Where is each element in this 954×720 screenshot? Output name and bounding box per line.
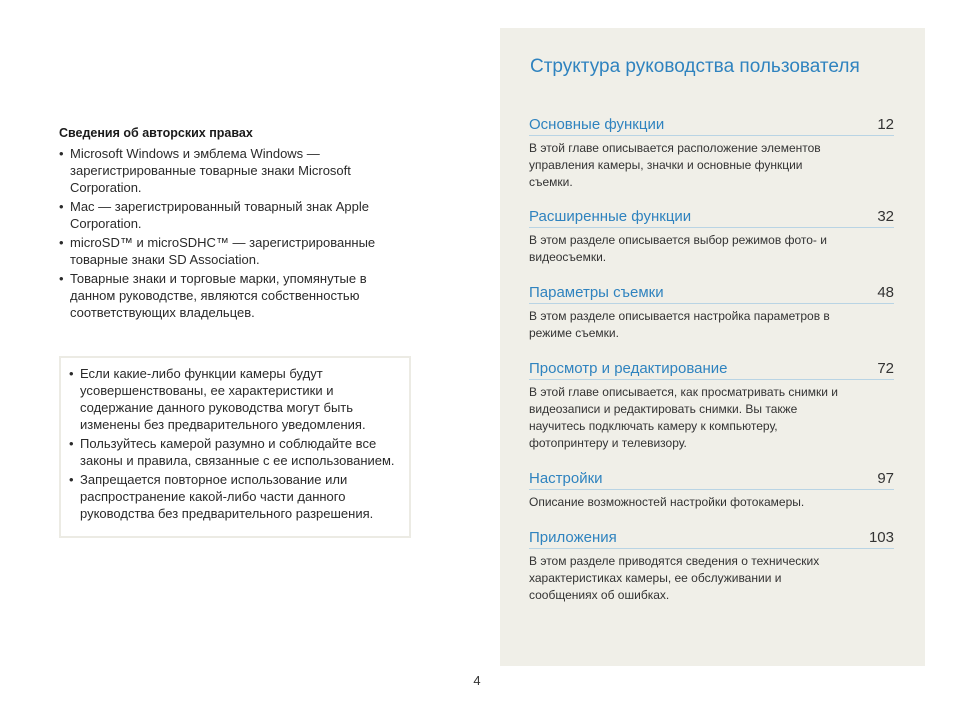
toc-section-page[interactable]: 103 [868, 529, 894, 546]
copyright-item: • Microsoft Windows и эмблема Windows — зарегистрированные товарные знаки Microsoft Corporation. [59, 145, 399, 196]
toc-section-name[interactable]: Настройки [529, 470, 603, 487]
toc-section-desc: В этой главе описывается расположение элементов управления камеры, значки и основные функции съемки. [529, 141, 821, 189]
notice-item: • Пользуйтесь камерой разумно и соблюдайте все законы и правила, связанные с ее использованием. [69, 435, 401, 469]
toc-section-shooting-options[interactable] [529, 284, 894, 342]
toc-section-playback[interactable] [529, 360, 894, 452]
toc-section-header[interactable] [529, 116, 894, 136]
copyright-item: • microSD™ и microSDHC™ — зарегистрированные товарные знаки SD Association. [59, 234, 399, 268]
toc-section-appendix[interactable] [529, 529, 894, 604]
toc-section-header[interactable] [529, 360, 894, 380]
toc-section-name[interactable]: Просмотр и редактирование [529, 360, 728, 377]
copyright-list [59, 145, 399, 321]
toc-section-page[interactable]: 97 [877, 470, 894, 487]
toc-section-header[interactable] [529, 284, 894, 304]
notice-item: • Запрещается повторное использование или распространение какой-либо части данного руководства без предварительного разрешения. [69, 471, 401, 522]
toc-section-desc: В этом разделе описывается выбор режимов фото- и видеосъемки. [529, 233, 827, 264]
toc-section-basic[interactable] [529, 116, 894, 191]
toc-section-name[interactable]: Параметры съемки [529, 284, 664, 301]
toc-section-page[interactable]: 72 [877, 360, 894, 377]
copyright-item: • Mac — зарегистрированный товарный знак Apple Corporation. [59, 198, 399, 232]
toc-section-advanced[interactable] [529, 208, 894, 266]
toc-section-page[interactable]: 32 [877, 208, 894, 225]
notice-box [59, 356, 411, 538]
toc-section-page[interactable]: 12 [877, 116, 894, 133]
toc-section-header[interactable] [529, 208, 894, 228]
toc-section-desc: В этом разделе описывается настройка параметров в режиме съемки. [529, 309, 830, 340]
notice-item: • Если какие-либо функции камеры будут усовершенствованы, ее характеристики и содержание данного руководства могут быть изменены без предварительного уведомления. [69, 365, 401, 433]
toc-section-header[interactable] [529, 470, 894, 490]
copyright-section [59, 126, 399, 323]
toc-section-desc: В этой главе описывается, как просматривать снимки и видеозаписи и редактировать снимки. Вы также научитесь подключать камеру к компьютеру, фотопринтеру и телевизору. [529, 385, 838, 450]
toc-section-header[interactable] [529, 529, 894, 549]
copyright-item: • Товарные знаки и торговые марки, упомянутые в данном руководстве, являются собственностью соответствующих владельцев. [59, 270, 399, 321]
notice-list [69, 365, 401, 522]
toc-title: Структура руководства пользователя [530, 56, 860, 77]
toc-section-page[interactable]: 48 [877, 284, 894, 301]
copyright-title: Сведения об авторских правах [59, 126, 253, 140]
toc-section-name[interactable]: Основные функции [529, 116, 665, 133]
page-number: 4 [473, 673, 481, 688]
toc-section-desc: В этом разделе приводятся сведения о технических характеристиках камеры, ее обслуживании и сообщениях об ошибках. [529, 554, 820, 602]
toc-section-name[interactable]: Приложения [529, 529, 617, 546]
toc-section-name[interactable]: Расширенные функции [529, 208, 692, 225]
toc-section-desc: Описание возможностей настройки фотокамеры. [529, 495, 805, 509]
toc-panel [500, 28, 925, 666]
toc-section-settings[interactable] [529, 470, 894, 511]
